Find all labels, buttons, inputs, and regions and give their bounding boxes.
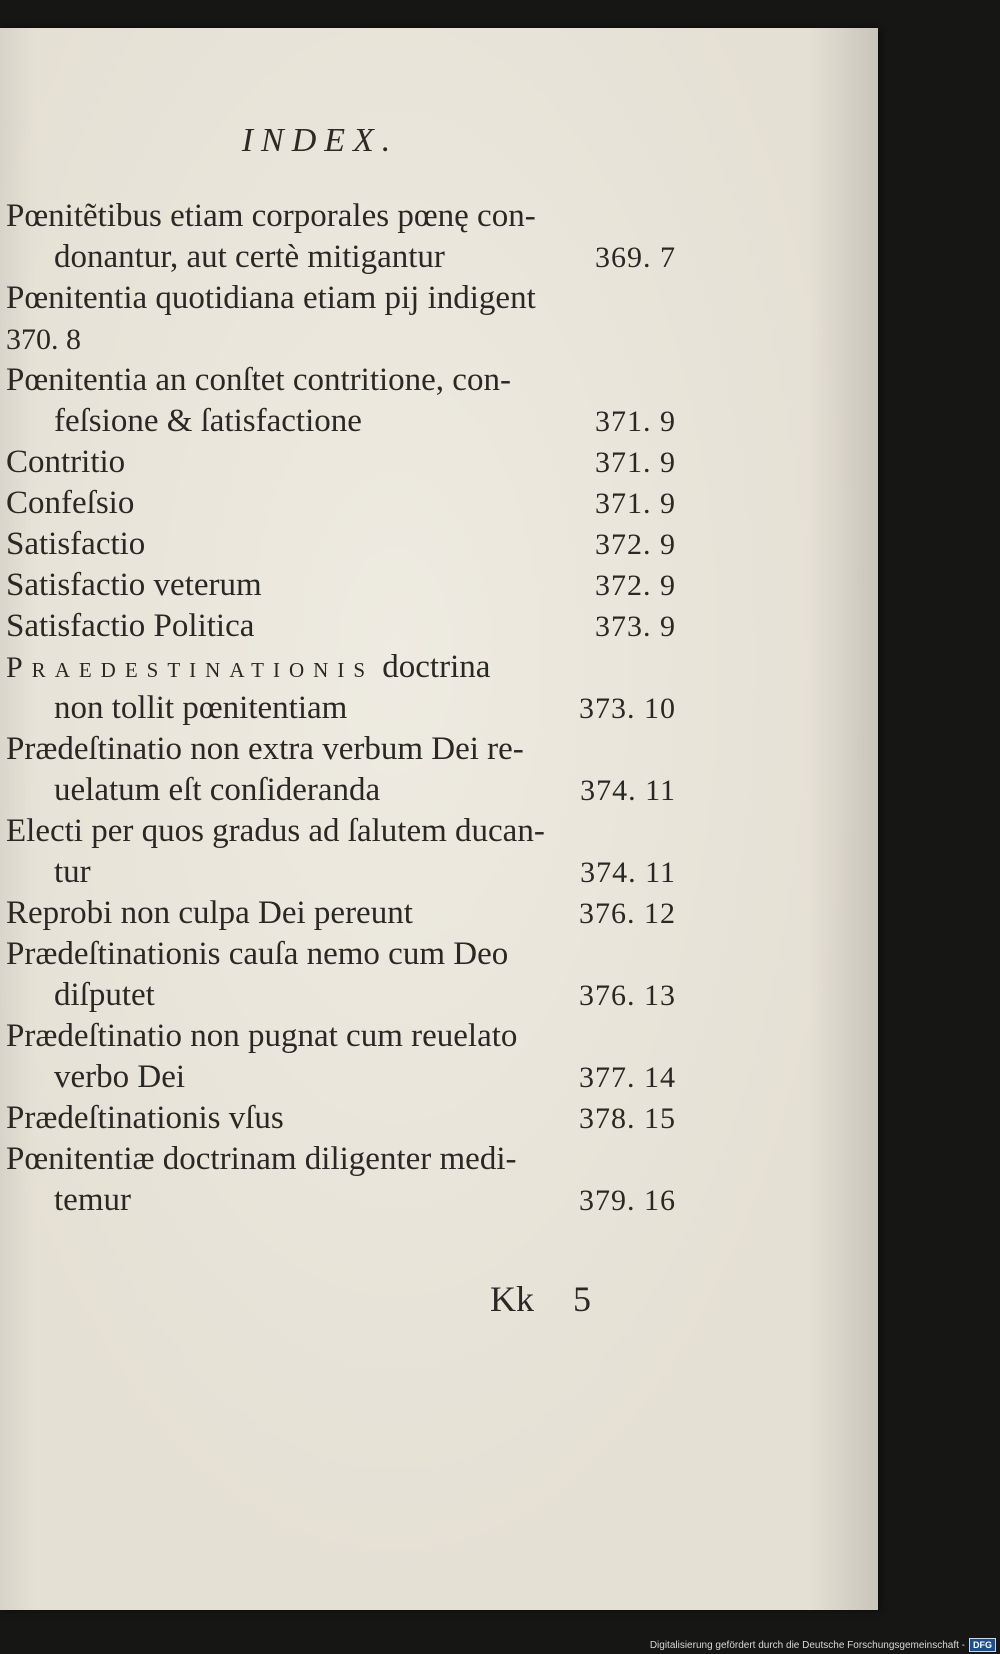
credit-text: Digitalisierung gefördert durch die Deutsche Forschungsgemeinschaft - xyxy=(649,1639,965,1651)
page-reference: 373. 10 xyxy=(579,692,676,725)
index-entry xyxy=(6,360,676,442)
index-entry xyxy=(6,729,676,811)
page-reference: 374. 11 xyxy=(580,856,676,889)
entry-line: Prædeſtinatio non extra verbum Dei re- xyxy=(6,731,524,767)
entry-line-wrap xyxy=(6,975,676,1016)
entry-line: Satisfactio Politica xyxy=(6,608,255,644)
entry-line: Satisfactio veterum xyxy=(6,567,262,603)
page-reference: 378. 15 xyxy=(579,1102,676,1135)
index-entry xyxy=(6,811,676,893)
entry-line: feſsione & ſatisfactione xyxy=(54,403,362,439)
entry-line-wrap xyxy=(6,524,676,565)
page-reference: 371. 9 xyxy=(595,487,676,520)
index-entry xyxy=(6,442,676,483)
entry-line: Prædeſtinationis cauſa nemo cum Deo xyxy=(6,936,509,972)
page-reference: 371. 9 xyxy=(595,405,676,438)
page-reference: 371. 9 xyxy=(595,446,676,479)
entry-line-wrap xyxy=(6,647,676,688)
entry-line: Pœnitentia an conſtet contritione, con- xyxy=(6,362,511,398)
index-entry xyxy=(6,524,676,565)
entry-line: Pœnitentia quotidiana etiam pij indigent xyxy=(6,280,536,316)
index-entry xyxy=(6,278,676,360)
signature-mark: Kk 5 xyxy=(490,1279,591,1319)
index-entry xyxy=(6,1016,676,1098)
entry-line-wrap xyxy=(6,893,676,934)
page-reference: 379. 16 xyxy=(579,1184,676,1217)
page-reference: 372. 9 xyxy=(595,528,676,561)
index-entry xyxy=(6,1139,676,1221)
page-reference: 373. 9 xyxy=(595,610,676,643)
entry-line: Pœnitentiæ doctrinam diligenter medi- xyxy=(6,1141,517,1177)
entry-line: Prædeſtinationis vſus xyxy=(6,1100,284,1136)
entry-line: diſputet xyxy=(54,977,155,1013)
entry-line: tur xyxy=(54,854,91,890)
page-reference: 374. 11 xyxy=(580,774,676,807)
page-reference: 376. 12 xyxy=(579,897,676,930)
index-entry xyxy=(6,1098,676,1139)
index-entry xyxy=(6,196,676,278)
entry-line: non tollit pœnitentiam xyxy=(54,690,348,726)
entry-line-wrap xyxy=(6,1057,676,1098)
entry-line: donantur, aut certè mitigantur xyxy=(54,239,445,275)
index-list xyxy=(6,196,676,1221)
entry-line-wrap xyxy=(6,401,676,442)
digitization-credit xyxy=(650,1638,996,1652)
entry-line-wrap xyxy=(6,442,676,483)
entry-line-wrap xyxy=(6,606,676,647)
entry-line-wrap xyxy=(6,1180,676,1221)
index-entry xyxy=(6,647,676,729)
dfg-logo-icon: DFG xyxy=(969,1638,996,1652)
page-reference: 370. 8 xyxy=(6,323,81,356)
entry-line-wrap xyxy=(6,1098,676,1139)
index-entry xyxy=(6,934,676,1016)
entry-line-wrap xyxy=(6,319,676,360)
entry-line-wrap xyxy=(6,852,676,893)
page-reference: 377. 14 xyxy=(579,1061,676,1094)
entry-line: Prædeſtinatio non pugnat cum reuelato xyxy=(6,1018,518,1054)
entry-line: verbo Dei xyxy=(54,1059,186,1095)
page-reference: 372. 9 xyxy=(595,569,676,602)
page-reference: 376. 13 xyxy=(579,979,676,1012)
entry-heading-smallcaps: Praedestinationis xyxy=(6,651,375,684)
entry-line: Pœnitẽtibus etiam corporales pœnę con- xyxy=(6,198,536,234)
entry-line: Reprobi non culpa Dei pereunt xyxy=(6,895,413,931)
entry-line-wrap xyxy=(6,237,676,278)
entry-line-wrap xyxy=(6,483,676,524)
entry-line: uelatum eſt conſideranda xyxy=(54,772,381,808)
page-reference: 369. 7 xyxy=(595,241,676,274)
entry-line: Contritio xyxy=(6,444,126,480)
entry-line: doctrina xyxy=(374,649,491,685)
index-entry xyxy=(6,565,676,606)
entry-line: Satisfactio xyxy=(6,526,146,562)
index-entry xyxy=(6,483,676,524)
running-head: INDEX. xyxy=(241,122,399,159)
entry-line-wrap xyxy=(6,770,676,811)
entry-line: Electi per quos gradus ad ſalutem ducan- xyxy=(6,813,545,849)
entry-line-wrap xyxy=(6,565,676,606)
entry-line: temur xyxy=(54,1182,131,1218)
book-page xyxy=(0,28,878,1610)
index-entry xyxy=(6,606,676,647)
entry-line: Confeſsio xyxy=(6,485,135,521)
index-entry xyxy=(6,893,676,934)
entry-line-wrap xyxy=(6,688,676,729)
